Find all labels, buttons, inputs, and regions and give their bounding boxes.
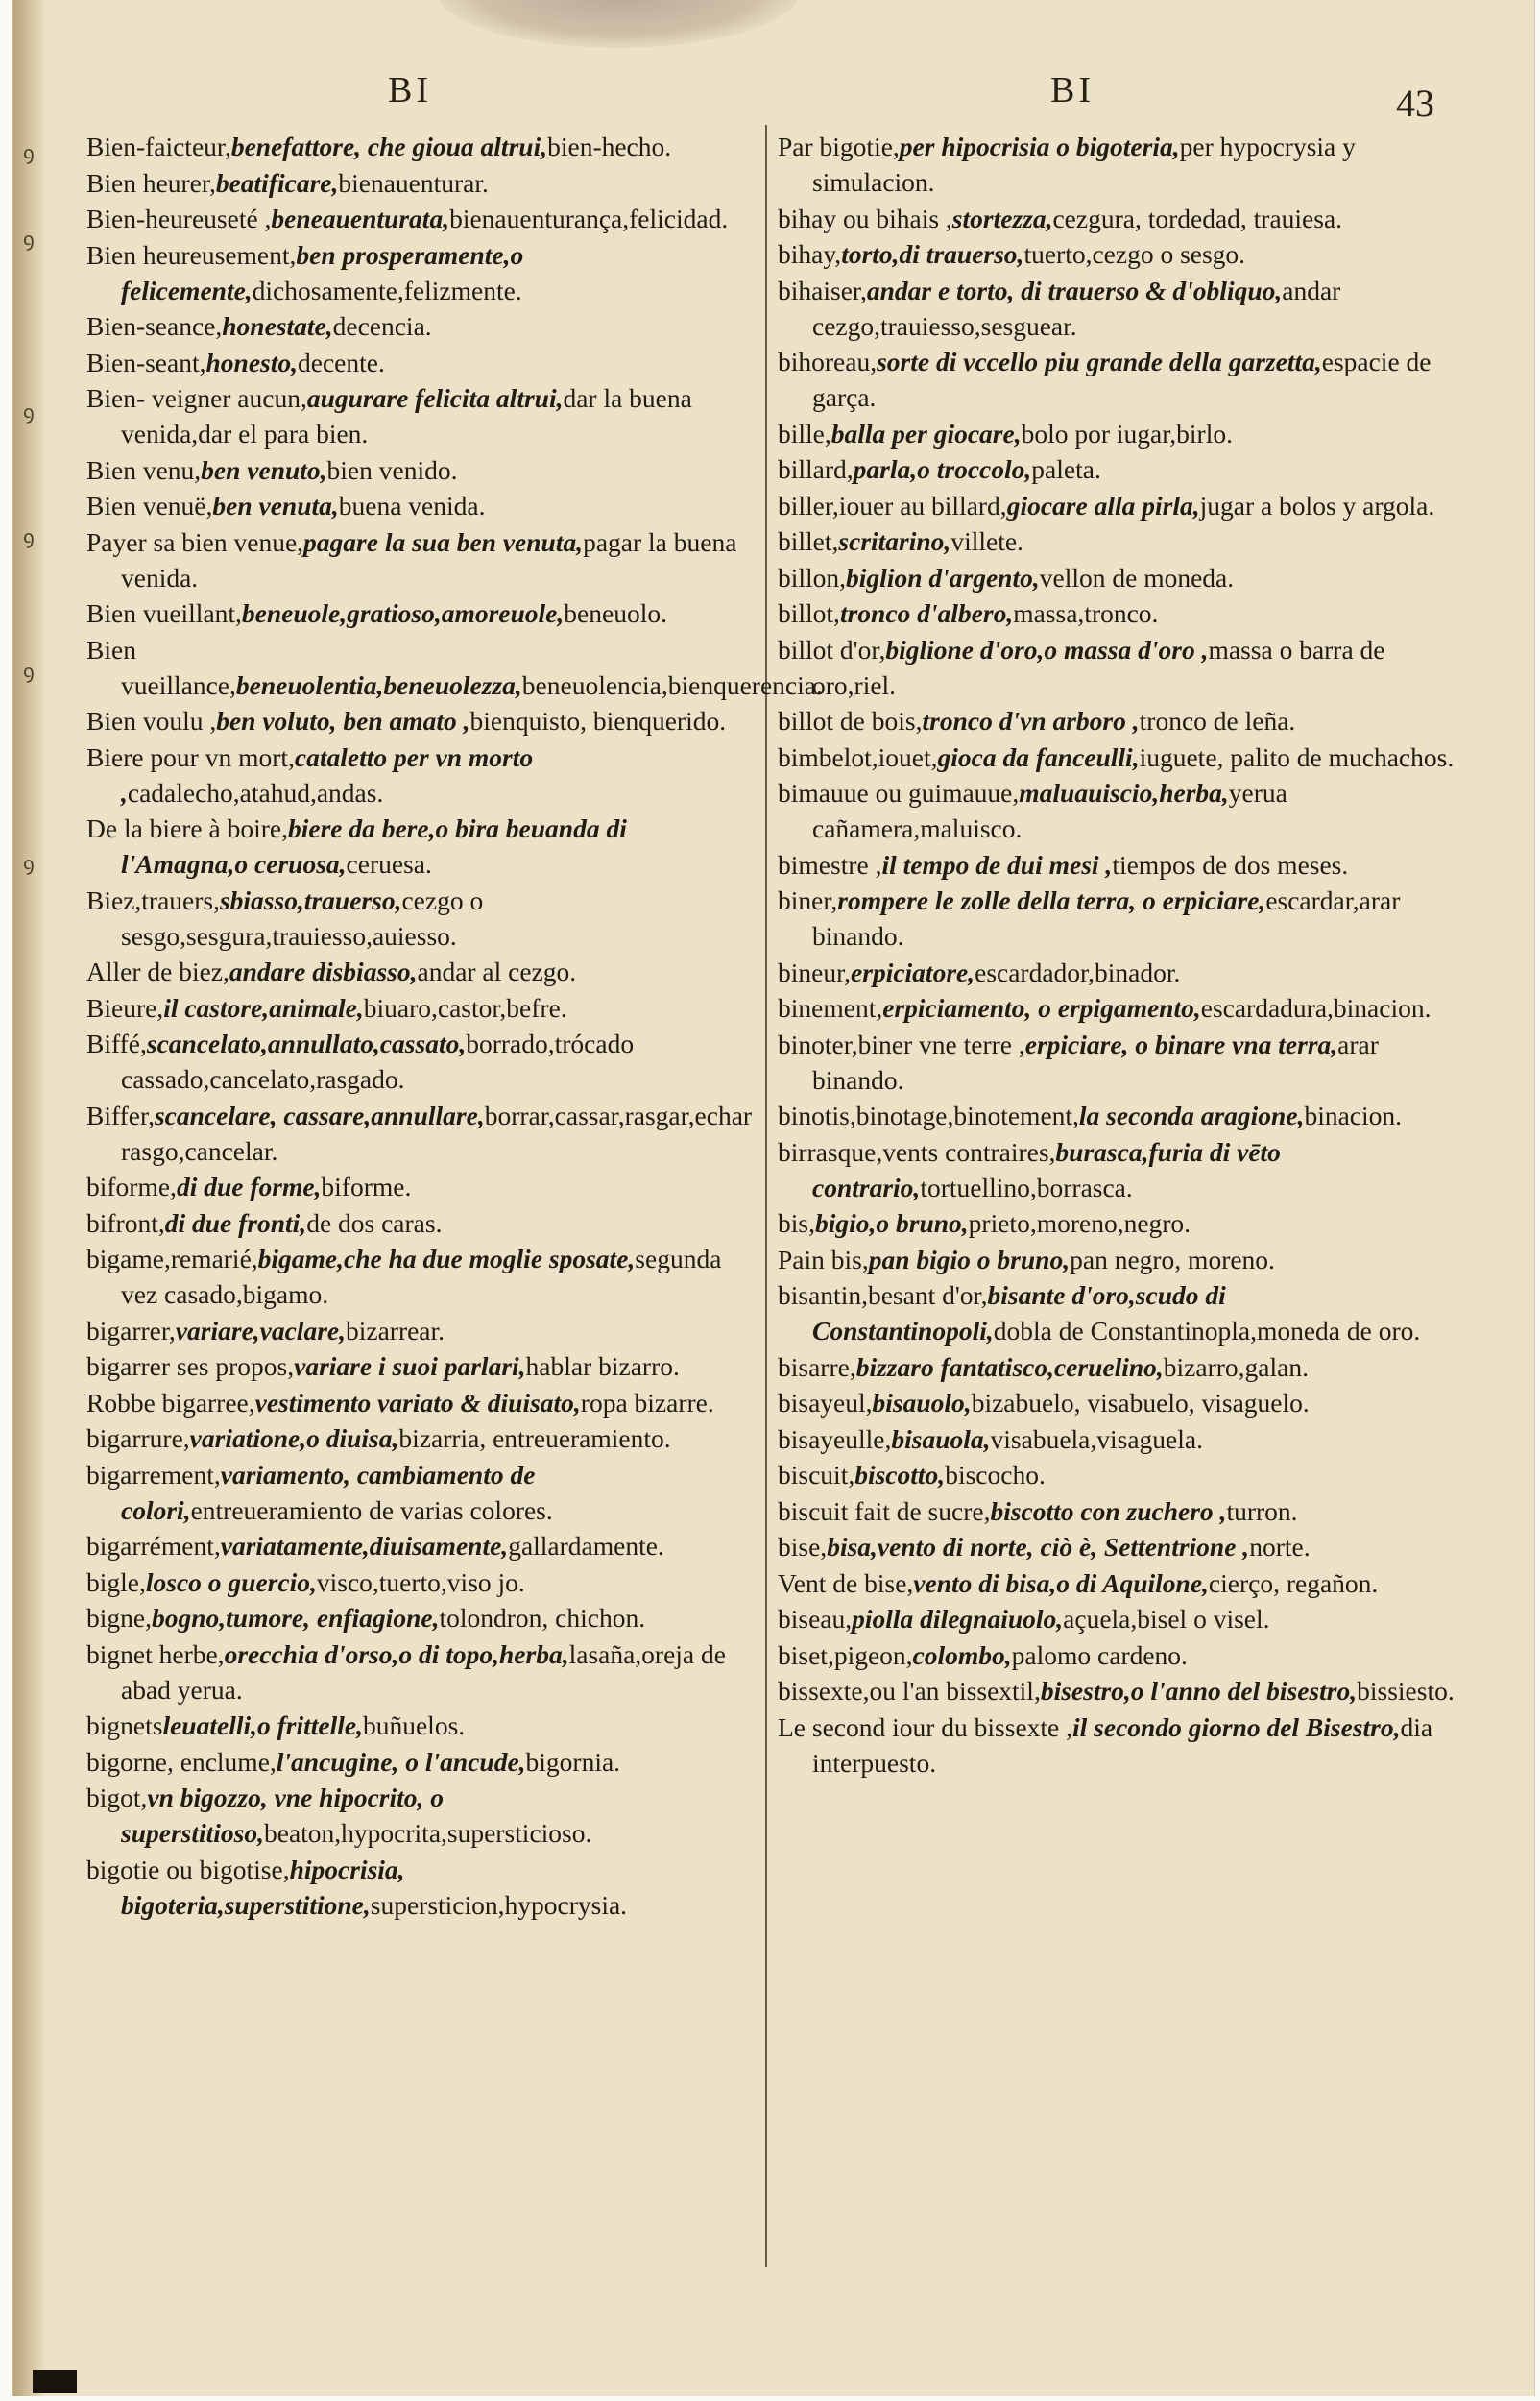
entry-italian: torto,di trauerso, xyxy=(841,239,1024,269)
entry-italian: variatione,o diuisa, xyxy=(189,1423,399,1453)
entry-headword: bifront, xyxy=(86,1207,165,1238)
entry-italian: il secondo giorno del Bisestro, xyxy=(1072,1711,1401,1742)
entry-spanish: bien-hecho. xyxy=(547,132,672,161)
entry-spanish: beneuolencia,bienquerencia. xyxy=(521,669,823,700)
entry-headword: bigorne, enclume, xyxy=(86,1746,277,1777)
entry-headword: bimbelot,iouet, xyxy=(778,741,938,772)
entry-italian: bogno,tumore, enfiagione, xyxy=(151,1603,440,1633)
entry-headword: bihaiser, xyxy=(778,275,867,305)
entry-spanish: dia interpuesto. xyxy=(812,1711,1433,1778)
entry-headword: binotis,binotage,binotement, xyxy=(778,1101,1079,1130)
entry-headword: bihay, xyxy=(778,239,842,269)
entry-headword: Payer sa bien venue, xyxy=(86,526,304,557)
entry-italian: per hipocrisia o bigoteria, xyxy=(899,132,1180,161)
entry-spanish: binacion. xyxy=(1304,1101,1403,1130)
entry-italian: maluauiscio,herba, xyxy=(1019,778,1229,808)
entry-spanish: cezgura, tordedad, trauiesa. xyxy=(1052,203,1343,233)
entry-spanish: visco,tuerto,viso jo. xyxy=(316,1566,525,1597)
entry-spanish: biforme. xyxy=(321,1172,412,1201)
entry-italian: bizzaro fantatisco,ceruelino, xyxy=(855,1351,1164,1382)
entry-italian: biglion d'argento, xyxy=(846,562,1040,593)
dictionary-entry xyxy=(778,236,1456,272)
entry-spanish: borrado,trócado cassado,cancelato,rasgado. xyxy=(121,1029,635,1094)
dictionary-entry xyxy=(778,488,1456,523)
entry-headword: bineur, xyxy=(778,957,852,987)
entry-headword: birrasque,vents contraires, xyxy=(778,1136,1056,1167)
entry-spanish: escardador,binador. xyxy=(975,957,1181,987)
entry-spanish: tortuellino,borrasca. xyxy=(920,1172,1133,1202)
entry-italian: bigame,che ha due moglie sposate, xyxy=(257,1244,636,1273)
dictionary-entry xyxy=(778,955,1456,990)
running-header-right: BI xyxy=(1050,70,1095,110)
entry-spanish: açuela,bisel o visel. xyxy=(1063,1604,1270,1634)
entry-italian: il castore,animale, xyxy=(163,992,364,1023)
entry-spanish: ropa bizarre. xyxy=(580,1387,714,1418)
entry-headword: Bien venu, xyxy=(86,454,202,485)
entry-spanish: biscocho. xyxy=(945,1460,1046,1490)
dictionary-entry xyxy=(778,1349,1456,1385)
dictionary-entry xyxy=(778,595,1456,631)
entry-spanish: pagar la buena venida. xyxy=(121,526,737,593)
entry-italian: orecchia d'orso,o di topo,herba, xyxy=(224,1638,569,1669)
entry-spanish: espacie de garça. xyxy=(812,347,1432,412)
entry-spanish: bizarro,galan. xyxy=(1163,1351,1309,1382)
dictionary-entry xyxy=(778,1673,1456,1709)
dictionary-entry xyxy=(86,1026,757,1097)
entry-spanish: bienquisto, bienquerido. xyxy=(469,706,727,736)
entry-spanish: bigornia. xyxy=(525,1746,621,1777)
dictionary-entry xyxy=(86,883,757,954)
entry-spanish: beaton,hypocrita,supersticioso. xyxy=(264,1818,592,1848)
dictionary-entry xyxy=(86,1744,757,1780)
entry-italian: losco o guercio, xyxy=(145,1566,317,1597)
entry-spanish: prieto,moreno,negro. xyxy=(968,1208,1191,1238)
dictionary-entry xyxy=(778,1134,1456,1205)
entry-italian: vestimento variato & diuisato, xyxy=(254,1387,581,1418)
entry-italian: burasca,furia di vēto contrario, xyxy=(812,1136,1281,1202)
dictionary-entry xyxy=(778,1027,1456,1098)
entry-spanish: vellon de moneda. xyxy=(1039,562,1235,593)
entry-spanish: bienauenturança,felicidad. xyxy=(449,204,729,233)
entry-italian: di due fronti, xyxy=(164,1207,307,1238)
entry-italian: biscotto con zuchero , xyxy=(990,1495,1227,1526)
dictionary-entry xyxy=(778,523,1456,559)
entry-headword: De la biere à boire, xyxy=(86,813,288,843)
entry-headword: billot de bois, xyxy=(778,706,923,736)
dictionary-entry xyxy=(778,1457,1456,1492)
entry-headword: Bien-seant, xyxy=(86,347,206,377)
entry-spanish: norte. xyxy=(1249,1532,1311,1562)
entry-headword: bise, xyxy=(778,1532,828,1562)
binding-edge xyxy=(13,0,46,2396)
entry-spanish: supersticion,hypocrysia. xyxy=(370,1889,628,1920)
dictionary-entry xyxy=(778,201,1456,236)
entry-headword: bisantin,besant d'or, xyxy=(778,1280,988,1310)
entry-italian: erpiciamento, o erpigamento, xyxy=(882,993,1201,1023)
entry-headword: biscuit fait de sucre, xyxy=(778,1495,991,1526)
entry-italian: bisauola, xyxy=(891,1423,991,1454)
entry-italian: ben prosperamente,o felicemente, xyxy=(121,239,524,305)
entry-italian: variatamente,diuisamente, xyxy=(220,1531,509,1561)
entry-spanish: dar la buena venida,dar el para bien. xyxy=(121,383,692,449)
dictionary-entry xyxy=(86,308,757,344)
entry-spanish: palomo cardeno. xyxy=(1011,1639,1188,1670)
entry-italian: gioca da fanceulli, xyxy=(937,741,1140,772)
entry-italian: parla,o troccolo, xyxy=(853,454,1032,484)
entry-italian: sbiasso,trauerso, xyxy=(219,885,402,915)
entry-spanish: de dos caras. xyxy=(306,1207,443,1238)
dictionary-entry xyxy=(86,1528,757,1564)
entry-italian: cataletto per vn morto , xyxy=(121,741,534,808)
dictionary-entry xyxy=(778,273,1456,344)
dictionary-entry xyxy=(86,380,757,451)
entry-italian: piolla dilegnaiuolo, xyxy=(852,1604,1064,1634)
entry-spanish: per hypocrysia y simulacion. xyxy=(812,132,1356,197)
entry-headword: binoter,biner vne terre , xyxy=(778,1029,1025,1059)
entry-headword: Bien heureusement, xyxy=(86,239,297,270)
entry-italian: beatificare, xyxy=(215,167,339,198)
entry-spanish: iuguete, palito de muchachos. xyxy=(1139,741,1455,772)
dictionary-entry xyxy=(778,416,1456,451)
entry-headword: Le second iour du bissexte , xyxy=(778,1711,1073,1742)
dictionary-entry xyxy=(86,703,757,739)
entry-headword: Bien vueillant, xyxy=(86,598,242,628)
thumb-shadow xyxy=(436,0,801,48)
entry-headword: bihoreau, xyxy=(778,347,878,376)
entry-italian: stortezza, xyxy=(951,203,1053,233)
entry-italian: tronco d'vn arboro , xyxy=(922,706,1140,736)
dictionary-entry xyxy=(86,201,757,236)
entry-spanish: andar cezgo,trauiesso,sesguear. xyxy=(812,275,1341,341)
entry-headword: Robbe bigarree, xyxy=(86,1387,255,1418)
entry-spanish: bienauenturar. xyxy=(338,167,489,198)
entry-spanish: tronco de leña. xyxy=(1139,706,1296,736)
dictionary-entry xyxy=(86,165,757,201)
entry-spanish: paleta. xyxy=(1031,454,1101,484)
entry-italian: ben venuto, xyxy=(201,454,327,485)
entry-headword: bigne, xyxy=(86,1603,152,1633)
dictionary-entry xyxy=(778,344,1456,415)
entry-headword: bissexte,ou l'an bissextil, xyxy=(778,1676,1041,1706)
entry-italian: variare i suoi parlari, xyxy=(294,1351,526,1381)
dictionary-entry xyxy=(778,632,1456,703)
entry-italian: ben venuta, xyxy=(212,491,339,521)
entry-spanish: bizabuelo, visabuelo, visaguelo. xyxy=(971,1388,1310,1418)
dictionary-entry xyxy=(86,632,823,703)
entry-italian: scancelato,annullato,cassato, xyxy=(146,1029,467,1058)
entry-italian: biere da bere,o bira beuanda di l'Amagna,o ceruosa, xyxy=(121,813,627,879)
entry-headword: bigarrer ses propos, xyxy=(86,1351,295,1381)
entry-italian: pagare la sua ben venuta, xyxy=(303,526,584,557)
entry-spanish: borrar,cassar,rasgar,echar rasgo,cancelar. xyxy=(121,1100,753,1166)
entry-headword: Pain bis, xyxy=(778,1244,869,1274)
dictionary-entry xyxy=(86,1205,757,1241)
entry-spanish: lasaña,oreja de abad yerua. xyxy=(121,1638,726,1705)
entry-headword: Biffer, xyxy=(86,1100,155,1130)
entry-spanish: tiempos de dos meses. xyxy=(1112,849,1349,880)
entry-headword: Bien venuë, xyxy=(86,491,213,521)
entry-spanish: bolo por iugar,birlo. xyxy=(1021,418,1233,449)
entry-headword: Bien-seance, xyxy=(86,311,223,341)
dictionary-entry xyxy=(778,1637,1456,1673)
dictionary-entry xyxy=(778,1242,1456,1277)
dictionary-entry xyxy=(86,488,757,523)
entry-spanish: bizarrear. xyxy=(345,1315,445,1346)
entry-headword: bigotie ou bigotise, xyxy=(86,1854,290,1884)
entry-italian: scancelare, cassare,annullare, xyxy=(154,1100,485,1130)
entry-spanish: bissiesto. xyxy=(1357,1676,1455,1706)
dictionary-entry xyxy=(86,524,757,595)
entry-headword: biner, xyxy=(778,885,838,915)
entry-spanish: jugar a bolos y argola. xyxy=(1199,490,1435,521)
entry-italian: beneuolentia,beneuolezza, xyxy=(235,669,522,700)
entry-headword: biforme, xyxy=(86,1172,177,1201)
dictionary-entry xyxy=(778,1385,1456,1420)
entry-spanish: massa o barra de oro,riel. xyxy=(812,634,1385,700)
entry-headword: Par bigotie, xyxy=(778,132,900,161)
entry-headword: bigarrer, xyxy=(86,1315,176,1346)
entry-spanish: beneuolo. xyxy=(564,598,667,628)
entry-headword: bihay ou bihais , xyxy=(778,203,952,233)
dictionary-entry xyxy=(778,1205,1456,1241)
entry-spanish: entreueramiento de varias colores. xyxy=(190,1494,553,1525)
dictionary-entry xyxy=(778,1421,1456,1457)
entry-headword: binement, xyxy=(778,993,883,1023)
entry-italian: hipocrisia, bigoteria,superstitione, xyxy=(121,1854,405,1920)
entry-headword: Bien- veigner aucun, xyxy=(86,383,307,413)
entry-spanish: dobla de Constantinopla,moneda de oro. xyxy=(993,1316,1421,1346)
entry-italian: erpiciatore, xyxy=(851,957,975,987)
entry-headword: biseau, xyxy=(778,1604,853,1634)
dictionary-entry xyxy=(86,1098,757,1169)
entry-italian: vento di bisa,o di Aquilone, xyxy=(913,1567,1209,1598)
dictionary-entry xyxy=(778,1493,1456,1529)
entry-spanish: bizarria, entreueramiento. xyxy=(398,1423,671,1453)
running-header-left: BI xyxy=(388,70,432,110)
entry-italian: variare,vaclare, xyxy=(175,1315,346,1346)
dictionary-entry xyxy=(86,452,757,488)
dictionary-entry xyxy=(86,1385,757,1420)
entry-headword: billot, xyxy=(778,598,840,628)
dictionary-entry xyxy=(778,990,1456,1026)
entry-spanish: arar binando. xyxy=(812,1029,1379,1095)
dictionary-entry xyxy=(778,1277,1456,1348)
entry-headword: Biez,trauers, xyxy=(86,885,220,915)
dictionary-entry xyxy=(778,1529,1456,1564)
dictionary-entry xyxy=(778,883,1456,954)
entry-italian: ben voluto, ben amato , xyxy=(216,706,470,736)
entry-italian: giocare alla pirla, xyxy=(1006,490,1200,521)
book-page: ꝯ ꝯ ꝯ ꝯ ꝯ ꝯ BI BI 43 Bien-faicteur,benefattore, che gioua altrui,bien-hecho. Bien heurer,beatificare,bienauenturar. Bien-heureuseté ,beneauenturata,bienauenturança,felicidad. Bien heureusement,ben prosperamente,o felicemente,dichosamente,felizmente. Bien-seance,honestate,decencia. Bien-seant,honesto,decente. Bien- veigner aucun,augurare felicita altrui,dar la buena venida,dar el para bien. Bien venu,ben venuto,bien venido. Bien venuë,ben venuta,buena venida. Payer sa bien venue,pagare la sua ben venuta,pagar la buena venida. Bien vueillant,beneuole,gratioso,amoreuole,beneuolo. Bien vueillance,beneuolentia,beneuolezza,beneuolencia,bienquerencia. Bien voulu ,ben voluto, ben amato ,bienquisto, bienquerido. Biere pour vn mort,cataletto per vn morto ,cadalecho,atahud,andas. De la biere à boire,biere da bere,o bira beuanda di l'Amagna,o ceruosa,ceruesa. Biez,trauers,sbiasso,trauerso,cezgo o sesgo,sesgura,trauiesso,auiesso. Aller de biez,andare disbiasso,andar al cezgo. Bieure,il castore,animale,biuaro,castor,befre. Biffé,scancelato,annullato,cassato,borrado,trócado cassado,cancelato,rasgado. Biffer,scancelare, cassare,annullare,borrar,cassar,rasgar,echar rasgo,cancelar. biforme,di due forme,biforme. bifront,di due fronti,de dos caras. bigame,remarié,bigame,che ha due moglie sposate,segunda vez casado,bigamo. bigarrer,variare,vaclare,bizarrear. bigarrer ses propos,variare i suoi parlari,hablar bizarro. Robbe bigarree,vestimento variato & diuisato,ropa bizarre. bigarrure,variatione,o diuisa,bizarria, entreueramiento. bigarrement,variamento, cambiamento de colori,entreueramiento de varias colores. bigarrément,variatamente,diuisamente,gallardamente. bigle,losco o guercio,visco,tuerto,viso jo. bigne,bogno,tumore, enfiagione,tolondron, chichon. bignet herbe,orecchia d'orso,o di topo,herba,lasaña,oreja de abad yerua. bignetsleuatelli,o frittelle,buñuelos. bigorne, enclume,l'ancugine, o l'ancude,bigornia. bigot,vn bigozzo, vne hipocrito, o superstitioso,beaton,hypocrita,supersticioso. bigotie ou bigotise,hipocrisia, bigoteria,superstitione,supersticion,hypocrysia. Par bigotie,per hipocrisia o bigoteria,per hypocrysia y simulacion. bihay ou bihais ,stortezza,cezgura, tordedad, trauiesa. bihay,torto,di trauerso,tuerto,cezgo o sesgo. bihaiser,andar e torto, di trauerso & d'obliquo,andar cezgo,trauiesso,sesguear. bihoreau,sorte di vccello piu grande della garzetta,espacie de garça. bille,balla per giocare,bolo por iugar,birlo. billard,parla,o troccolo,paleta. biller,iouer au billard,giocare alla pirla,jugar a bolos y argola. billet,scritarino,villete. billon,biglion d'argento,vellon de moneda. billot,tronco d'albero,massa,tronco. billot d'or,biglione d'oro,o massa d'oro ,massa o barra de oro,riel. billot de bois,tronco d'vn arboro ,tronco de leña. bimbelot,iouet,gioca da fanceulli,iuguete, palito de muchachos. bimauue ou guimauue,maluauiscio,herba,yerua cañamera,maluisco. bimestre ,il tempo de dui mesi ,tiempos de dos meses. biner,rompere le zolle della terra, o erpiciare,escardar,arar binando. bineur,erpiciatore,escardador,binador. binement,erpiciamento, o erpigamento,escardadura,binacion. binoter,biner vne terre ,erpiciare, o binare vna terra,arar binando. binotis,binotage,binotement,la seconda aragione,binacion. birrasque,vents contraires,burasca,furia di vēto contrario,tortuellino,borrasca. bis,bigio,o bruno,prieto,moreno,negro. Pain bis,pan bigio o bruno,pan negro, moreno. bisantin,besant d'or,bisante d'oro,scudo di Constantinopoli,dobla de Constantinopla,moneda de oro. bisarre,bizzaro fantatisco,ceruelino,bizarro,galan. bisayeul,bisauolo,bizabuelo, visabuelo, visaguelo. bisayeulle,bisauola,visabuela,visaguela. biscuit,biscotto,biscocho. biscuit fait de sucre,biscotto con zuchero ,turron. bise,bisa,vento di norte, ciò è, Settentrione ,norte. Vent de bise,vento di bisa,o di Aquilone,cierço, regañon. biseau,piolla dilegnaiuolo,açuela,bisel o visel. biset,pigeon,colombo,palomo cardeno. bissexte,ou l'an bissextil,bisestro,o l'anno del bisestro,bissiesto. Le second iour du bissexte ,il secondo giorno del Bisestro,dia interpuesto. xyxy=(12,0,1535,2396)
dictionary-entry xyxy=(86,1708,757,1743)
entry-headword: bimestre , xyxy=(778,849,882,880)
dictionary-entry xyxy=(86,1852,757,1923)
entry-spanish: escardar,arar binando. xyxy=(812,885,1401,951)
corner-mark xyxy=(33,2370,77,2393)
entry-italian: erpiciare, o binare vna terra, xyxy=(1024,1029,1338,1059)
entry-italian: bisante d'oro,scudo di Constantinopoli, xyxy=(812,1280,1226,1346)
entry-italian: honestate, xyxy=(222,311,333,341)
entry-headword: Aller de biez, xyxy=(86,957,229,986)
entry-italian: la seconda aragione, xyxy=(1078,1101,1305,1130)
entry-headword: Vent de bise, xyxy=(778,1567,914,1598)
entry-headword: biset,pigeon, xyxy=(778,1639,913,1670)
entry-headword: Bien heurer, xyxy=(86,167,216,198)
entry-headword: Bien-faicteur, xyxy=(86,132,231,161)
dictionary-entry xyxy=(86,1420,757,1456)
entry-headword: Biere pour vn mort, xyxy=(86,741,295,772)
dictionary-entry xyxy=(86,345,757,380)
entry-headword: bigle, xyxy=(86,1566,146,1597)
dictionary-entry xyxy=(778,703,1456,739)
dictionary-entry xyxy=(86,1637,757,1708)
dictionary-entry xyxy=(778,560,1456,595)
dictionary-entry xyxy=(778,451,1456,487)
entry-italian: biglione d'oro,o massa d'oro , xyxy=(885,634,1209,665)
entry-headword: Bien voulu , xyxy=(86,706,217,736)
dictionary-entry xyxy=(86,990,757,1026)
entry-italian: pan bigio o bruno, xyxy=(868,1244,1071,1274)
entry-italian: leuatelli,o frittelle, xyxy=(162,1710,363,1740)
entry-italian: bigio,o bruno, xyxy=(814,1208,969,1238)
entry-italian: variamento, cambiamento de colori, xyxy=(121,1459,536,1525)
dictionary-entry xyxy=(86,1564,757,1600)
entry-italian: rompere le zolle della terra, o erpiciare, xyxy=(837,885,1266,915)
entry-spanish: segunda vez casado,bigamo. xyxy=(121,1244,722,1309)
entry-headword: bimauue ou guimauue, xyxy=(778,778,1020,808)
dictionary-entry xyxy=(86,1313,757,1348)
entry-italian: bisauolo, xyxy=(872,1388,972,1418)
entry-italian: l'ancugine, o l'ancude, xyxy=(276,1746,526,1777)
entry-italian: beneauenturata, xyxy=(271,204,450,233)
entry-italian: colombo, xyxy=(912,1639,1012,1670)
dictionary-entry xyxy=(778,1098,1456,1133)
entry-headword: billon, xyxy=(778,562,847,593)
dictionary-entry xyxy=(778,847,1456,883)
entry-italian: il tempo de dui mesi , xyxy=(881,849,1113,880)
entry-spanish: cierço, regañon. xyxy=(1208,1567,1379,1598)
entry-italian: biscotto, xyxy=(854,1460,946,1490)
entry-headword: billet, xyxy=(778,526,839,556)
entry-spanish: biuaro,castor,befre. xyxy=(363,992,567,1023)
entry-headword: billard, xyxy=(778,454,854,484)
entry-italian: di due forme, xyxy=(176,1172,322,1201)
entry-headword: bigarrement, xyxy=(86,1459,221,1490)
dictionary-entry xyxy=(86,129,757,164)
entry-spanish: decente. xyxy=(298,347,385,377)
entry-italian: tronco d'albero, xyxy=(839,598,1014,628)
entry-italian: andare disbiasso, xyxy=(229,957,418,986)
entry-spanish: hablar bizarro. xyxy=(525,1351,680,1381)
entry-headword: biscuit, xyxy=(778,1460,855,1490)
entry-headword: bisayeul, xyxy=(778,1388,873,1418)
entry-headword: bille, xyxy=(778,418,831,449)
dictionary-entry xyxy=(86,1780,757,1851)
entry-spanish: decencia. xyxy=(332,311,432,341)
entry-italian: bisestro,o l'anno del bisestro, xyxy=(1040,1676,1358,1706)
entry-spanish: dichosamente,felizmente. xyxy=(252,275,522,305)
entry-headword: bignet herbe, xyxy=(86,1638,225,1669)
dictionary-entry xyxy=(86,1169,757,1204)
entry-headword: billot d'or, xyxy=(778,634,886,665)
entry-spanish: bien venido. xyxy=(326,454,458,485)
entry-spanish: pan negro, moreno. xyxy=(1070,1244,1275,1274)
entry-spanish: gallardamente. xyxy=(508,1531,664,1561)
dictionary-entry xyxy=(86,1600,757,1636)
entry-headword: bis, xyxy=(778,1208,815,1238)
entry-headword: biller,iouer au billard, xyxy=(778,490,1007,521)
entry-headword: Bieure, xyxy=(86,992,164,1023)
entry-headword: Bien vueillance, xyxy=(86,634,236,700)
entry-headword: bigarrément, xyxy=(86,1531,221,1561)
dictionary-entry xyxy=(778,1601,1456,1637)
entry-spanish: cadalecho,atahud,andas. xyxy=(127,777,384,808)
dictionary-entry xyxy=(86,1241,757,1312)
entry-spanish: tuerto,cezgo o sesgo. xyxy=(1023,239,1246,269)
dictionary-entry xyxy=(86,237,757,308)
entry-headword: bigarrure, xyxy=(86,1423,190,1453)
entry-italian: bisa,vento di norte, ciò è, Settentrione , xyxy=(827,1532,1250,1562)
entry-italian: honesto, xyxy=(205,347,298,377)
entry-italian: sorte di vccello piu grande della garzetta, xyxy=(877,347,1322,376)
entry-italian: balla per giocare, xyxy=(830,418,1022,449)
column-divider xyxy=(765,125,767,2267)
entry-headword: bignets xyxy=(86,1710,163,1740)
entry-spanish: visabuela,visaguela. xyxy=(990,1423,1203,1454)
entry-headword: bisarre, xyxy=(778,1351,856,1382)
entry-italian: beneuole,gratioso,amoreuole, xyxy=(241,598,565,628)
entry-headword: bisayeulle, xyxy=(778,1423,892,1454)
entry-spanish: cezgo o sesgo,sesgura,trauiesso,auiesso. xyxy=(121,885,484,951)
dictionary-entry xyxy=(778,775,1456,846)
dictionary-entry xyxy=(778,1565,1456,1601)
entry-spanish: massa,tronco. xyxy=(1013,598,1159,628)
entry-spanish: escardadura,binacion. xyxy=(1200,993,1432,1023)
dictionary-entry xyxy=(86,1457,757,1528)
right-column xyxy=(778,129,1456,1781)
entry-spanish: ceruesa. xyxy=(346,849,432,879)
dictionary-entry xyxy=(778,1710,1456,1781)
dictionary-entry xyxy=(778,129,1456,200)
entry-italian: andar e torto, di trauerso & d'obliquo, xyxy=(866,275,1283,305)
entry-headword: Bien-heureuseté , xyxy=(86,204,272,233)
entry-italian: vn bigozzo, vne hipocrito, o superstitioso, xyxy=(121,1783,445,1848)
dictionary-entry xyxy=(86,1348,757,1384)
dictionary-entry xyxy=(778,740,1456,775)
entry-italian: benefattore, che gioua altrui, xyxy=(230,132,548,161)
entry-spanish: buena venida. xyxy=(338,491,486,521)
entry-spanish: buñuelos. xyxy=(362,1710,466,1740)
entry-spanish: yerua cañamera,maluisco. xyxy=(812,778,1287,843)
entry-headword: Biffé, xyxy=(86,1029,147,1058)
entry-spanish: villete. xyxy=(950,526,1023,556)
entry-spanish: andar al cezgo. xyxy=(417,957,577,986)
entry-italian: scritarino, xyxy=(838,526,951,556)
page-number: 43 xyxy=(1396,82,1434,125)
entry-headword: bigot, xyxy=(86,1783,148,1812)
entry-headword: bigame,remarié, xyxy=(86,1244,258,1273)
dictionary-entry xyxy=(86,811,757,882)
entry-italian: augurare felicita altrui, xyxy=(306,383,564,413)
dictionary-entry xyxy=(86,740,757,811)
entry-spanish: turron. xyxy=(1226,1495,1298,1526)
dictionary-entry xyxy=(86,954,757,989)
dictionary-entry xyxy=(86,595,757,631)
entry-spanish: tolondron, chichon. xyxy=(439,1603,646,1633)
